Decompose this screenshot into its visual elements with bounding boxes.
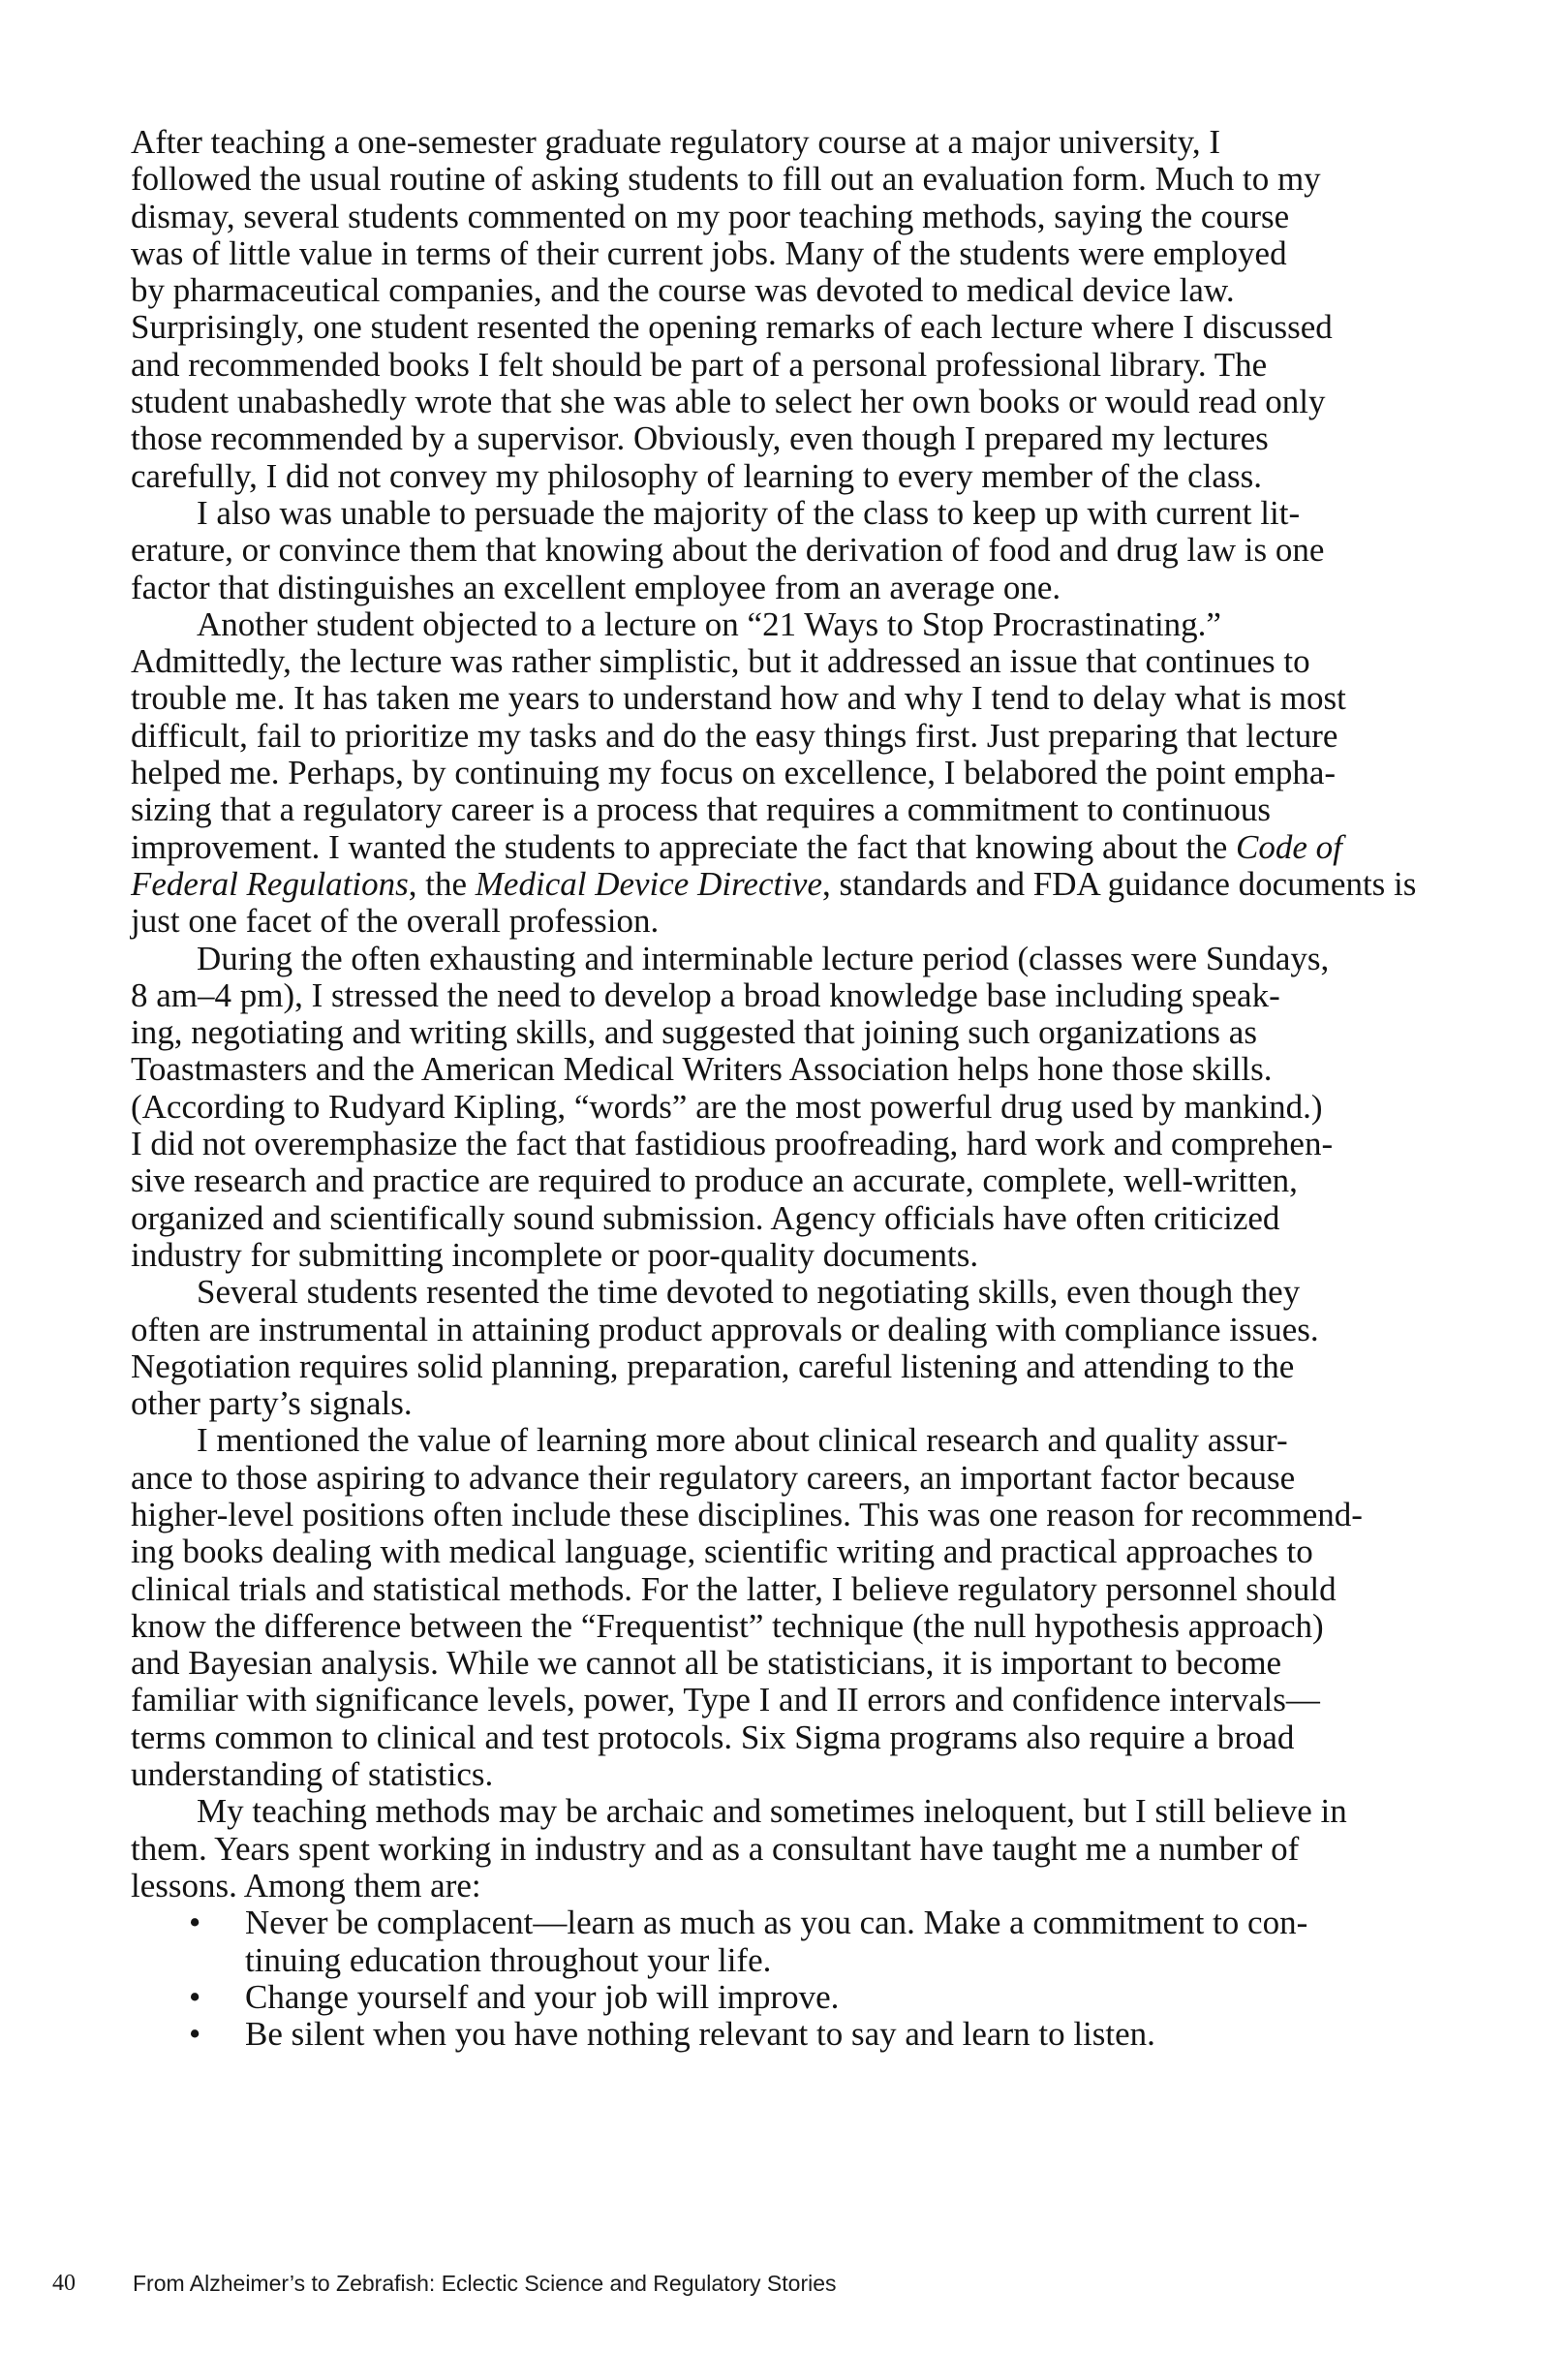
text-segment: and recommended books I felt should be part of a personal professional library. The xyxy=(131,345,1268,384)
text-segment: ance to those aspiring to advance their regulatory careers, an important factor because xyxy=(131,1458,1296,1497)
text-segment: I mentioned the value of learning more about clinical research and quality assur- xyxy=(197,1421,1288,1460)
text-line xyxy=(131,680,1448,717)
text-segment: familiar with significance levels, power, Type I and II errors and confidence intervals— xyxy=(131,1681,1320,1719)
text-line xyxy=(131,1312,1448,1348)
text-line xyxy=(131,124,1448,161)
text-line xyxy=(131,643,1448,680)
text-segment: was of little value in terms of their current jobs. Many of the students were employed xyxy=(131,233,1287,272)
paragraph-first-line xyxy=(131,1422,1448,1459)
paragraph-first-line xyxy=(131,1274,1448,1311)
text-line xyxy=(131,1868,1448,1904)
text-line xyxy=(131,272,1448,309)
text-segment: Another student objected to a lecture on “21 Ways to Stop Procrastinating.” xyxy=(197,604,1221,643)
text-segment: organized and scientifically sound submission. Agency officials have often criticized xyxy=(131,1198,1280,1237)
text-segment: Be silent when you have nothing relevant to say and learn to listen. xyxy=(245,2015,1155,2054)
text-segment: sizing that a regulatory career is a process that requires a commitment to continuous xyxy=(131,790,1271,829)
page-number: 40 xyxy=(52,2271,76,2296)
text-segment: I also was unable to persuade the majority of the class to keep up with current lit- xyxy=(197,493,1301,532)
text-segment: know the difference between the “Frequentist” technique (the null hypothesis approach) xyxy=(131,1606,1324,1645)
text-line xyxy=(131,791,1448,828)
text-segment: terms common to clinical and test protocols. Six Sigma programs also require a broad xyxy=(131,1718,1295,1756)
italic-title-text: Federal Regulations xyxy=(131,864,409,903)
text-segment: them. Years spent working in industry and as a consultant have taught me a number of xyxy=(131,1829,1300,1868)
text-segment: lessons. Among them are: xyxy=(131,1866,481,1904)
running-title: From Alzheimer’s to Zebrafish: Eclectic Science and Regulatory Stories xyxy=(133,2271,837,2296)
text-segment: difficult, fail to prioritize my tasks and do the easy things first. Just preparing that lecture xyxy=(131,716,1338,755)
text-segment: industry for submitting incomplete or poor-quality documents. xyxy=(131,1235,979,1274)
bullet-item-continuation-line xyxy=(131,1942,1448,1979)
text-segment: Change yourself and your job will improve. xyxy=(245,1977,840,2016)
text-segment: I did not overemphasize the fact that fastidious proofreading, hard work and comprehen- xyxy=(131,1125,1334,1163)
text-segment: understanding of statistics. xyxy=(131,1755,494,1794)
text-segment: (According to Rudyard Kipling, “words” are the most powerful drug used by mankind.) xyxy=(131,1087,1323,1126)
text-line xyxy=(131,570,1448,606)
paragraph-first-line xyxy=(131,495,1448,532)
text-line xyxy=(131,1089,1448,1126)
text-line xyxy=(131,1460,1448,1497)
text-line xyxy=(131,1645,1448,1682)
text-segment: other party’s signals. xyxy=(131,1384,413,1423)
text-line xyxy=(131,384,1448,420)
text-line xyxy=(131,755,1448,791)
text-segment: erature, or convince them that knowing about the derivation of food and drug law is one xyxy=(131,531,1325,570)
text-segment: just one facet of the overall profession. xyxy=(131,902,660,941)
bullet-item-line xyxy=(131,1979,1448,2016)
text-line xyxy=(131,1682,1448,1718)
page-footer xyxy=(0,2271,1568,2309)
text-line xyxy=(131,347,1448,384)
text-segment: and Bayesian analysis. While we cannot all be statisticians, it is important to become xyxy=(131,1644,1282,1683)
paragraph-first-line xyxy=(131,606,1448,643)
text-segment: ing, negotiating and writing skills, and suggested that joining such organizations as xyxy=(131,1013,1257,1052)
text-segment: , standards and FDA guidance documents is xyxy=(822,864,1417,903)
text-line xyxy=(131,1719,1448,1756)
text-segment: 8 am–4 pm), I stressed the need to develop a broad knowledge base including speak- xyxy=(131,975,1280,1014)
text-line xyxy=(131,1014,1448,1051)
text-line xyxy=(131,532,1448,569)
bullet-icon: • xyxy=(189,2015,201,2054)
text-segment: improvement. I wanted the students to appreciate the fact that knowing about the xyxy=(131,827,1237,866)
bullet-item-line xyxy=(131,2016,1448,2053)
bullet-item-line xyxy=(131,1904,1448,1941)
text-line xyxy=(131,1533,1448,1570)
text-line xyxy=(131,1831,1448,1868)
text-line xyxy=(131,1571,1448,1608)
text-segment: Several students resented the time devoted to negotiating skills, even though they xyxy=(197,1273,1301,1312)
text-line xyxy=(131,420,1448,457)
text-segment: After teaching a one-semester graduate regulatory course at a major university, I xyxy=(131,123,1221,161)
bullet-icon: • xyxy=(189,1977,201,2016)
text-line xyxy=(131,235,1448,272)
text-segment: My teaching methods may be archaic and sometimes ineloquent, but I still believe in xyxy=(197,1792,1347,1831)
paragraph-first-line xyxy=(131,1793,1448,1830)
text-line xyxy=(131,866,1448,903)
text-segment: tinuing education throughout your life. xyxy=(245,1940,772,1979)
text-segment: Surprisingly, one student resented the opening remarks of each lecture where I discussed xyxy=(131,308,1333,347)
text-line xyxy=(131,1162,1448,1199)
text-segment: Toastmasters and the American Medical Writers Association helps hone those skills. xyxy=(131,1050,1273,1089)
body-text xyxy=(131,124,1448,2053)
text-line xyxy=(131,1385,1448,1422)
text-segment: During the often exhausting and interminable lecture period (classes were Sundays, xyxy=(197,939,1330,977)
paragraph-first-line xyxy=(131,941,1448,977)
text-segment: helped me. Perhaps, by continuing my focus on excellence, I belabored the point empha- xyxy=(131,754,1337,792)
text-segment: trouble me. It has taken me years to understand how and why I tend to delay what is most xyxy=(131,679,1346,718)
text-line xyxy=(131,903,1448,940)
text-segment: ing books dealing with medical language, scientific writing and practical approaches to xyxy=(131,1533,1313,1571)
text-segment: Never be complacent—learn as much as you can. Make a commitment to con- xyxy=(245,1904,1308,1942)
text-segment: higher-level positions often include these disciplines. This was one reason for recommend- xyxy=(131,1495,1363,1533)
text-segment: carefully, I did not convey my philosophy of learning to every member of the class. xyxy=(131,456,1262,495)
text-segment: those recommended by a supervisor. Obviously, even though I prepared my lectures xyxy=(131,419,1269,458)
text-line xyxy=(131,309,1448,346)
text-line xyxy=(131,1348,1448,1385)
text-segment: dismay, several students commented on my poor teaching methods, saying the course xyxy=(131,197,1290,235)
italic-title-text: Medical Device Directive xyxy=(475,864,823,903)
bullet-icon: • xyxy=(189,1904,201,1942)
text-segment: sive research and practice are required to produce an accurate, complete, well-written, xyxy=(131,1161,1298,1200)
italic-title-text: Code of xyxy=(1236,827,1342,866)
text-segment: Admittedly, the lecture was rather simplistic, but it addressed an issue that continues to xyxy=(131,642,1310,681)
text-line xyxy=(131,829,1448,866)
text-line xyxy=(131,1126,1448,1162)
text-segment: by pharmaceutical companies, and the course was devoted to medical device law. xyxy=(131,271,1235,310)
text-line xyxy=(131,977,1448,1014)
text-segment: , the xyxy=(408,864,476,903)
text-line xyxy=(131,1237,1448,1274)
text-line xyxy=(131,1497,1448,1533)
text-line xyxy=(131,161,1448,198)
text-line xyxy=(131,1608,1448,1645)
text-line xyxy=(131,1051,1448,1088)
text-line xyxy=(131,199,1448,235)
text-line xyxy=(131,458,1448,495)
text-segment: often are instrumental in attaining product approvals or dealing with compliance issues. xyxy=(131,1310,1319,1348)
text-segment: clinical trials and statistical methods. For the latter, I believe regulatory personnel should xyxy=(131,1569,1337,1608)
text-segment: followed the usual routine of asking students to fill out an evaluation form. Much to my xyxy=(131,160,1321,199)
text-line xyxy=(131,718,1448,755)
text-segment: factor that distinguishes an excellent employee from an average one. xyxy=(131,568,1061,606)
text-segment: student unabashedly wrote that she was able to select her own books or would read only xyxy=(131,383,1326,421)
text-segment: Negotiation requires solid planning, preparation, careful listening and attending to the xyxy=(131,1347,1295,1385)
text-line xyxy=(131,1756,1448,1793)
text-line xyxy=(131,1200,1448,1237)
